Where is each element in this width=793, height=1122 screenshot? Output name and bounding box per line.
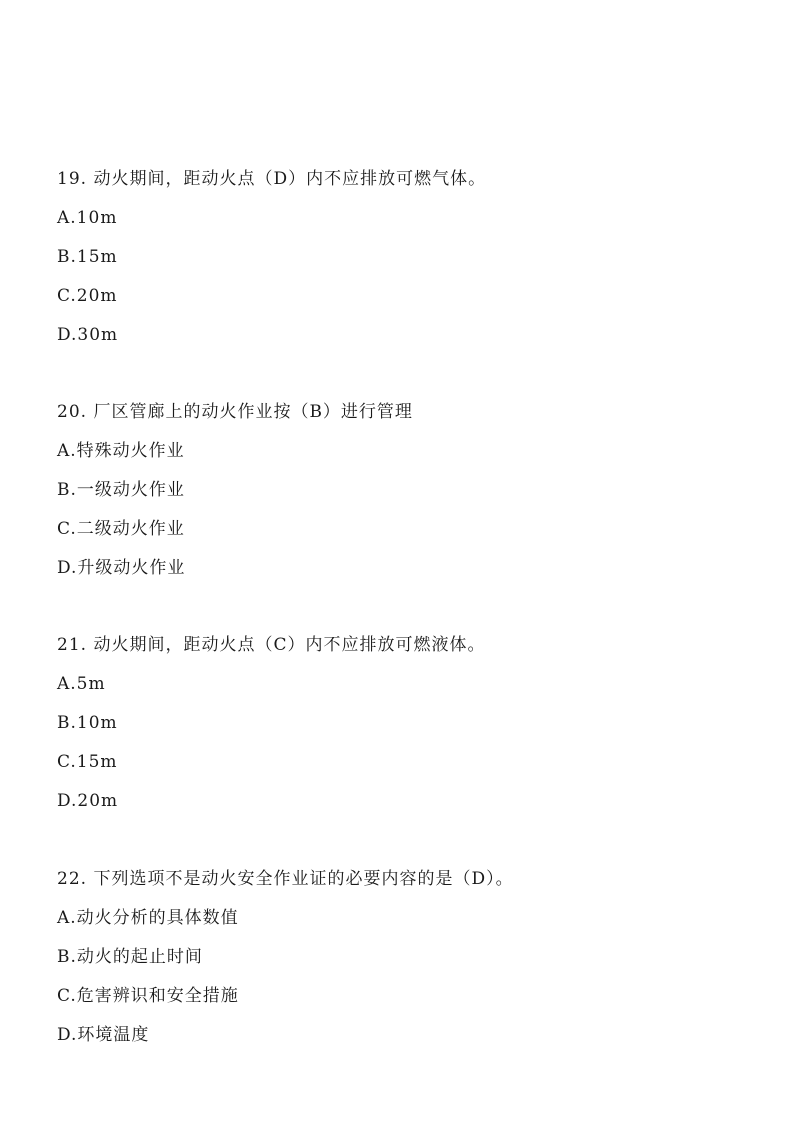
option-d: D.30m <box>57 325 119 345</box>
question-19 <box>57 166 757 361</box>
option-c: C.二级动火作业 <box>57 519 185 539</box>
option-b: B.15m <box>57 247 118 267</box>
option-c: C.危害辨识和安全措施 <box>57 986 239 1006</box>
option-d: D.升级动火作业 <box>57 558 186 578</box>
option-c: C.20m <box>57 286 118 306</box>
option-b: B.10m <box>57 713 118 733</box>
option-b: B.一级动火作业 <box>57 480 185 500</box>
option-a: A.5m <box>57 674 106 694</box>
question-20 <box>57 399 757 594</box>
option-a: A.10m <box>57 208 118 228</box>
question-22 <box>57 866 757 1061</box>
option-c: C.15m <box>57 752 118 772</box>
question-stem: 21. 动火期间，距动火点（C）内不应排放可燃液体。 <box>57 635 486 655</box>
option-a: A.特殊动火作业 <box>57 441 185 461</box>
question-21 <box>57 632 757 827</box>
question-stem: 22. 下列选项不是动火安全作业证的必要内容的是（D）。 <box>57 869 514 889</box>
option-b: B.动火的起止时间 <box>57 947 203 967</box>
option-d: D.20m <box>57 791 119 811</box>
option-a: A.动火分析的具体数值 <box>57 908 239 928</box>
question-stem: 20. 厂区管廊上的动火作业按（B）进行管理 <box>57 402 413 422</box>
question-stem: 19. 动火期间，距动火点（D）内不应排放可燃气体。 <box>57 169 487 189</box>
option-d: D.环境温度 <box>57 1025 150 1045</box>
